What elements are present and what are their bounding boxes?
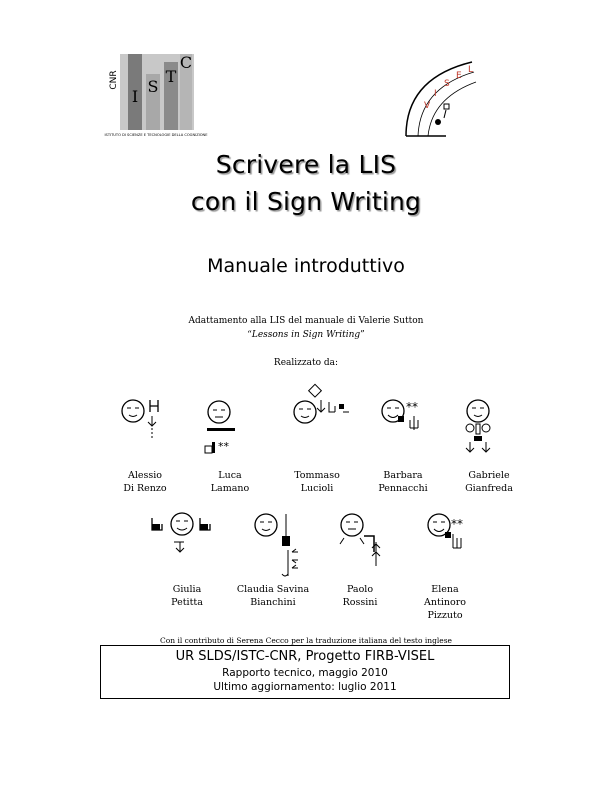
author-last-name: Lamano xyxy=(210,483,250,494)
author-elena xyxy=(390,583,500,622)
signwriting-luca xyxy=(205,398,255,458)
signwriting-tommaso xyxy=(293,384,353,430)
author-first-name: Alessio xyxy=(127,470,163,481)
signwriting-claudia xyxy=(252,512,302,584)
title-line-2: con il Sign Writing xyxy=(190,187,422,216)
signwriting-gabriele xyxy=(462,398,502,456)
istc-letter-i: I xyxy=(131,87,139,106)
report-update: Ultimo aggiornamento: luglio 2011 xyxy=(213,681,397,693)
svg-text:**: ** xyxy=(218,440,229,453)
author-first-name: Giulia xyxy=(172,584,202,595)
author-last-name: Di Renzo xyxy=(123,483,167,494)
author-extra-name: Pizzuto xyxy=(427,610,463,621)
author-first-name: Paolo xyxy=(346,584,374,595)
signwriting-giulia xyxy=(150,512,214,562)
visel-letter-l: L xyxy=(468,65,474,75)
adaptation-line: Adattamento alla LIS del manuale di Valerie Sutton xyxy=(188,316,424,326)
report-project: UR SLDS/ISTC-CNR, Progetto FIRB-VISEL xyxy=(175,649,435,664)
istc-letter-s: S xyxy=(147,77,159,96)
quote-close: ” xyxy=(360,330,365,340)
author-last-name: Pennacchi xyxy=(378,483,428,494)
adaptation-book xyxy=(0,330,612,340)
signwriting-paolo xyxy=(338,512,388,572)
author-first-name: Elena xyxy=(431,584,459,595)
author-last-name: Bianchini xyxy=(250,597,296,608)
svg-text:**: ** xyxy=(451,517,463,531)
visel-letter-v: V xyxy=(424,101,431,111)
author-last-name: Lucioli xyxy=(300,483,334,494)
author-first-name: Luca xyxy=(218,470,242,481)
visel-logo xyxy=(400,58,504,140)
author-gabriele xyxy=(434,469,544,495)
contribution-note: Con il contributo di Serena Cecco per la traduzione italiana del testo inglese xyxy=(160,636,452,645)
visel-letter-e: E xyxy=(456,71,462,81)
title-line-1: Scrivere la LIS xyxy=(215,150,397,179)
signwriting-elena xyxy=(425,512,475,558)
signwriting-alessio xyxy=(120,396,170,442)
quote-open: “ xyxy=(247,330,252,340)
istc-caption: ISTITUTO DI SCIENZE E TECNOLOGIE DELLA COGNIZIONE xyxy=(104,133,208,137)
visel-letter-s: S xyxy=(444,79,450,89)
istc-letter-c: C xyxy=(179,53,193,72)
signwriting-barbara xyxy=(380,398,438,444)
author-last-name: Gianfreda xyxy=(465,483,513,494)
istc-logo xyxy=(104,52,208,142)
book-title: Lessons in Sign Writing xyxy=(251,330,361,340)
author-last-name: Petitta xyxy=(171,597,203,608)
realizzato-label: Realizzato da: xyxy=(273,358,339,368)
author-first-name: Barbara xyxy=(383,470,423,481)
author-first-name: Tommaso xyxy=(294,470,340,481)
report-date: Rapporto tecnico, maggio 2010 xyxy=(222,667,388,679)
author-first-name: Claudia Savina xyxy=(236,584,310,595)
author-first-name: Gabriele xyxy=(468,470,510,481)
istc-letter-t: T xyxy=(165,67,177,86)
visel-letter-i: I xyxy=(434,89,437,99)
svg-text:**: ** xyxy=(406,400,418,414)
author-last-name: Rossini xyxy=(342,597,378,608)
subtitle: Manuale introduttivo xyxy=(207,255,405,277)
istc-letter-cnr: CNR xyxy=(109,70,119,90)
author-last-name: Antinoro xyxy=(424,597,466,608)
report-box xyxy=(100,645,510,699)
